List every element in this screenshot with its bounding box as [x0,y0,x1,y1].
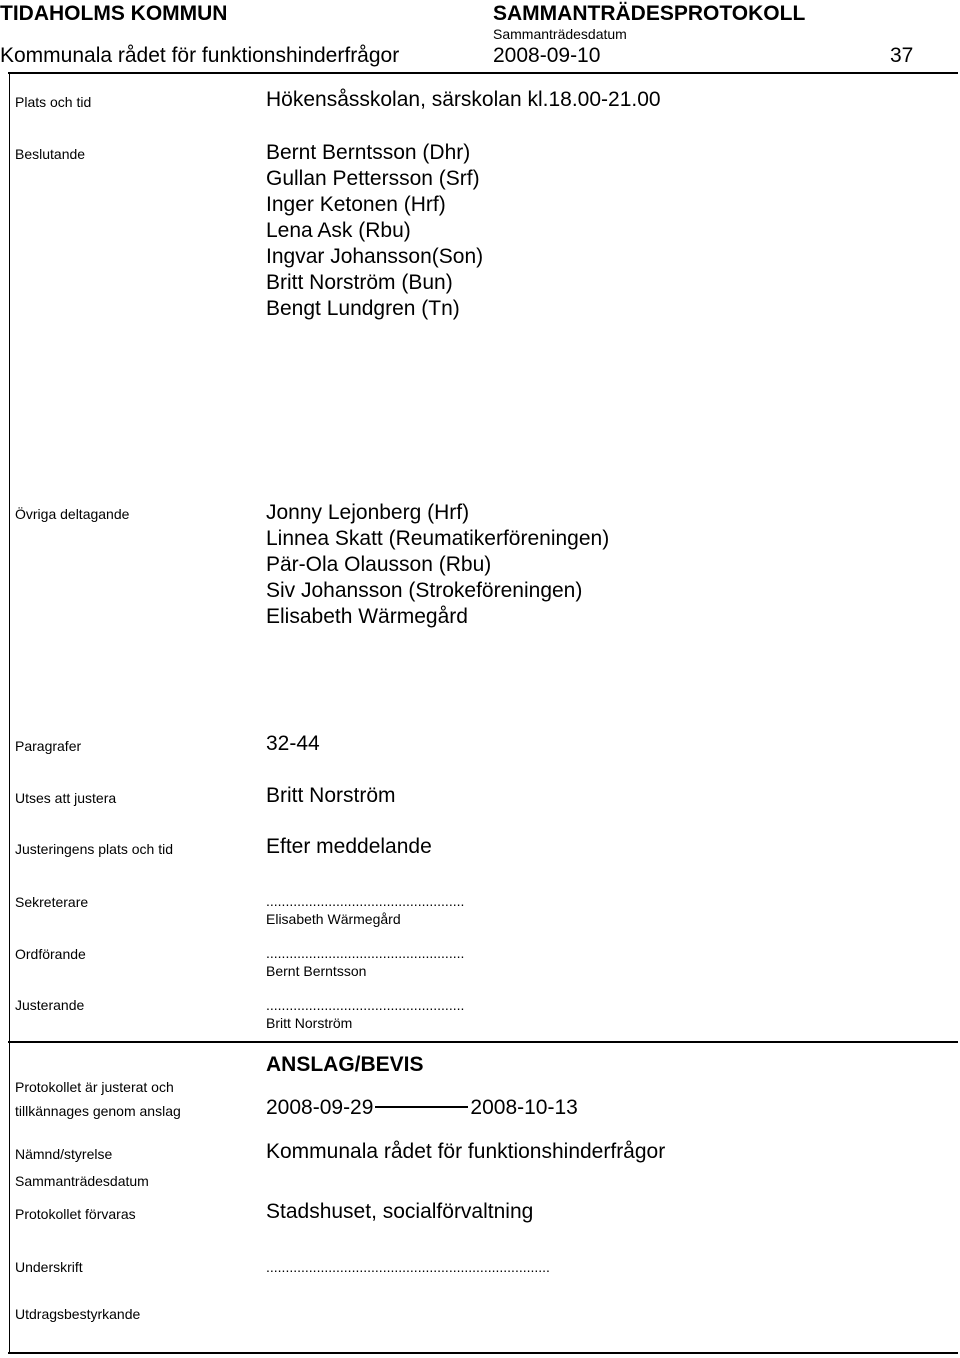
other-participant: Elisabeth Wärmegård [266,605,468,628]
left-border [9,72,10,1353]
document-type: SAMMANTRÄDESPROTOKOLL [493,2,806,25]
extract-label: Utdragsbestyrkande [15,1306,141,1322]
deciding-member: Britt Norström (Bun) [266,271,453,294]
header-divider [8,72,958,74]
paragraphs-value: 32-44 [266,732,320,755]
adjusted-label-1: Protokollet är justerat och [15,1079,174,1095]
paragraphs-label: Paragrafer [15,738,82,754]
other-participant: Jonny Lejonberg (Hrf) [266,501,470,524]
other-participant: Linnea Skatt (Reumatikerföreningen) [266,527,610,550]
committee-name: Kommunala rådet för funktionshinderfrågor [0,44,400,67]
kept-label: Protokollet förvaras [15,1206,136,1222]
notice-divider [8,1041,958,1043]
deciding-member: Gullan Pettersson (Srf) [266,167,480,190]
others-list [266,500,609,630]
page-number: 37 [890,44,914,67]
deciding-label: Beslutande [15,146,86,162]
deciding-member: Bernt Berntsson (Dhr) [266,141,471,164]
deciding-member: Inger Ketonen (Hrf) [266,193,446,216]
kept-value: Stadshuset, socialförvaltning [266,1200,534,1223]
adjust-place-label: Justeringens plats och tid [15,841,173,857]
adjusting-label: Justerande [15,997,85,1013]
adjuster-value: Britt Norström [266,784,396,807]
notice-date-to: 2008-10-13 [470,1096,578,1119]
signature-label: Underskrift [15,1259,83,1275]
meeting-date-label: Sammanträdesdatum [15,1173,149,1189]
other-participant: Pär-Ola Olausson (Rbu) [266,553,492,576]
secretary-signature-line: ................................................... [266,893,465,909]
deciding-member: Ingvar Johansson(Son) [266,245,484,268]
adjuster-label: Utses att justera [15,790,117,806]
notice-date-from: 2008-09-29 [266,1096,374,1119]
signature-line: ......................................................................... [266,1259,550,1275]
board-value: Kommunala rådet för funktionshinderfrågor [266,1140,666,1163]
adjust-place-value: Efter meddelande [266,835,432,858]
chair-signature-line: ................................................... [266,945,465,961]
board-label: Nämnd/styrelse [15,1146,113,1162]
notice-title: ANSLAG/BEVIS [266,1053,424,1076]
date-range-dash [375,1106,468,1108]
secretary-name: Elisabeth Wärmegård [266,911,401,927]
other-participant: Siv Johansson (Strokeföreningen) [266,579,583,602]
deciding-list [266,140,483,322]
meeting-date: 2008-09-10 [493,44,601,67]
notice-period [266,1096,578,1120]
adjusted-label-2: tillkännages genom anslag [15,1103,181,1119]
others-label: Övriga deltagande [15,506,130,522]
municipality-name: TIDAHOLMS KOMMUN [0,2,228,25]
bottom-border [8,1352,958,1354]
deciding-member: Lena Ask (Rbu) [266,219,411,242]
deciding-member: Bengt Lundgren (Tn) [266,297,460,320]
place-label: Plats och tid [15,94,92,110]
chair-label: Ordförande [15,946,86,962]
place-value: Hökensåsskolan, särskolan kl.18.00-21.00 [266,88,661,111]
secretary-label: Sekreterare [15,894,89,910]
chair-name: Bernt Berntsson [266,963,367,979]
adjusting-signature-line: ................................................... [266,997,465,1013]
adjusting-name: Britt Norström [266,1015,353,1031]
date-label: Sammanträdesdatum [493,26,627,42]
